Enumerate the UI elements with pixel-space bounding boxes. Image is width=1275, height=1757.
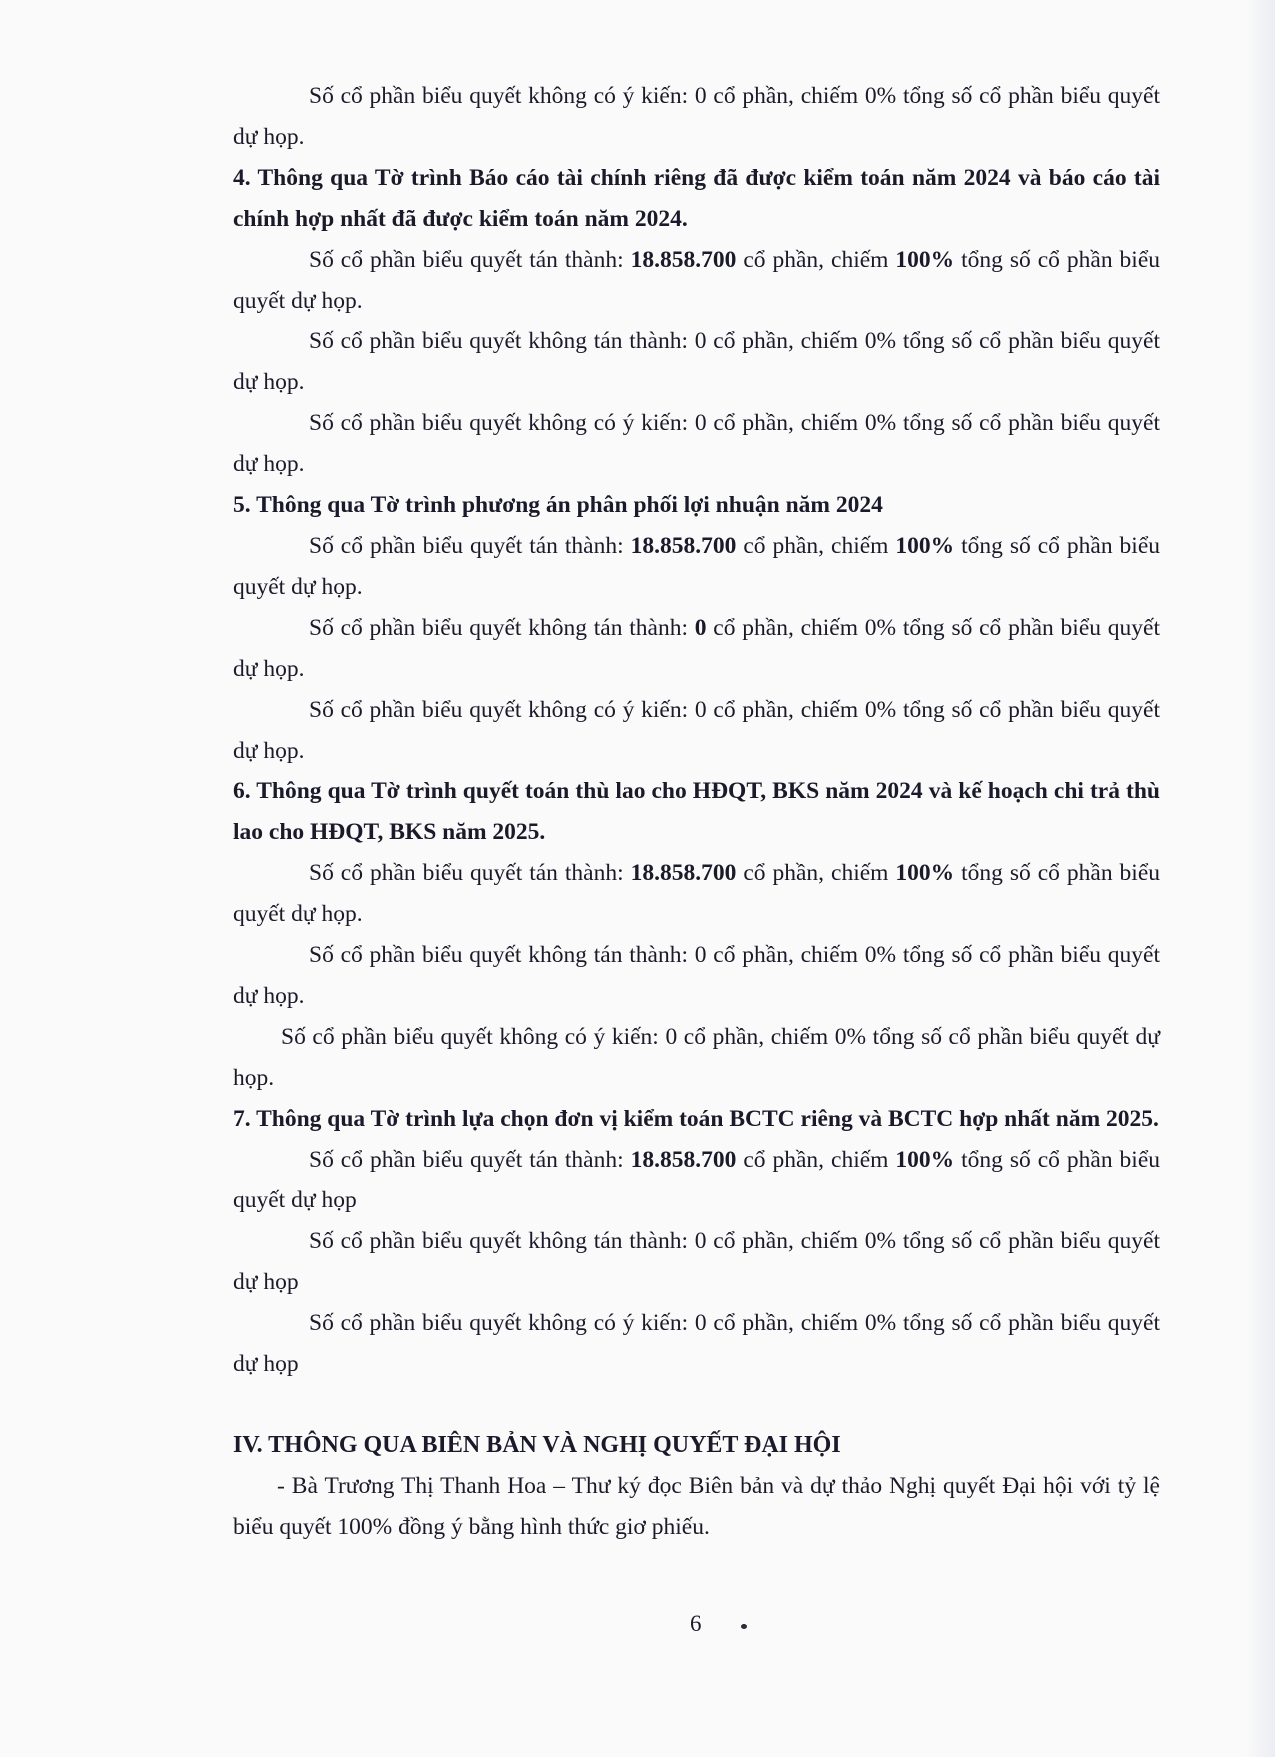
paragraph-agree-item-7 [233,1140,1160,1222]
agree-mid: cổ phần, chiếm [736,1146,896,1173]
agree-shares: 18.858.700 [623,1146,737,1173]
paragraph-disagree-item-4: Số cổ phần biểu quyết không tán thành: 0 cổ phần, chiếm 0% tổng số cổ phần biểu quyết dự họp. [233,328,1160,396]
scan-edge [1245,0,1275,1757]
scan-dot [741,1624,747,1629]
agree-percent: 100% [895,860,955,887]
agree-shares: 18.858.700 [623,860,737,887]
disagree-shares: 0 [694,614,707,641]
agree-percent: 100% [895,532,955,559]
paragraph-disagree-item-6: Số cổ phần biểu quyết không tán thành: 0 cổ phần, chiếm 0% tổng số cổ phần biểu quyết dự họp. [233,942,1160,1009]
section-heading-iv: IV. THÔNG QUA BIÊN BẢN VÀ NGHỊ QUYẾT ĐẠI HỘI [233,1432,841,1458]
agree-percent: 100% [895,1146,955,1173]
agree-shares: 18.858.700 [623,532,737,559]
heading-item-4: 4. Thông qua Tờ trình Báo cáo tài chính riêng đã được kiểm toán năm 2024 và báo cáo tài chính hợp nhất đã được kiểm toán năm 2024. [233,164,1160,232]
agree-mid: cổ phần, chiếm [736,246,896,273]
agree-percent: 100% [895,246,955,273]
document-body [233,76,1160,1548]
disagree-post: cổ phần, chiếm 0% tổng số cổ phần biểu quyết dự họp. [233,614,1160,682]
agree-shares: 18.858.700 [623,246,737,273]
paragraph-agree-item-5 [233,526,1160,608]
page-number: 6 [690,1611,702,1636]
agree-label: Số cổ phần biểu quyết tán thành: [309,532,624,559]
paragraph-noopinion-item-6: Số cổ phần biểu quyết không có ý kiến: 0 cổ phần, chiếm 0% tổng số cổ phần biểu quyết dự họp. [233,1023,1160,1091]
heading-item-7: 7. Thông qua Tờ trình lựa chọn đơn vị kiểm toán BCTC riêng và BCTC hợp nhất năm 2025. [233,1105,1159,1132]
heading-item-6: 6. Thông qua Tờ trình quyết toán thù lao cho HĐQT, BKS năm 2024 và kế hoạch chi trả thù lao cho HĐQT, BKS năm 2025. [233,778,1160,846]
section-iv-bullet: - Bà Trương Thị Thanh Hoa – Thư ký đọc Biên bản và dự thảo Nghị quyết Đại hội với tỷ lệ biểu quyết 100% đồng ý bằng hình thức giơ phiếu. [233,1472,1160,1540]
agree-mid: cổ phần, chiếm [736,532,896,559]
paragraph-noopinion-item3: Số cổ phần biểu quyết không có ý kiến: 0 cổ phần, chiếm 0% tổng số cổ phần biểu quyết dự họp. [233,83,1160,150]
paragraph-agree-item-6 [233,853,1160,935]
disagree-label: Số cổ phần biểu quyết không tán thành: [309,614,695,641]
agree-mid: cổ phần, chiếm [736,860,896,887]
paragraph-agree-item-4 [233,240,1160,322]
paragraph-noopinion-item-7: Số cổ phần biểu quyết không có ý kiến: 0 cổ phần, chiếm 0% tổng số cổ phần biểu quyết dự họp [233,1310,1160,1378]
agree-label: Số cổ phần biểu quyết tán thành: [309,246,624,273]
agree-post: tổng số cổ phần biểu quyết dự họp. [233,532,1161,600]
agree-label: Số cổ phần biểu quyết tán thành: [309,1146,624,1173]
agree-post: tổng số cổ phần biểu quyết dự họp. [233,246,1161,314]
heading-item-5: 5. Thông qua Tờ trình phương án phân phối lợi nhuận năm 2024 [233,492,883,519]
paragraph-disagree-item-7: Số cổ phần biểu quyết không tán thành: 0 cổ phần, chiếm 0% tổng số cổ phần biểu quyết dự họp [233,1228,1160,1296]
agree-post: tổng số cổ phần biểu quyết dự họp. [233,860,1161,928]
paragraph-noopinion-item-4: Số cổ phần biểu quyết không có ý kiến: 0 cổ phần, chiếm 0% tổng số cổ phần biểu quyết dự họp. [233,410,1160,478]
agree-post: tổng số cổ phần biểu quyết dự họp [233,1146,1161,1214]
paragraph-disagree-item-5 [233,608,1160,690]
paragraph-noopinion-item-5: Số cổ phần biểu quyết không có ý kiến: 0 cổ phần, chiếm 0% tổng số cổ phần biểu quyết dự họp. [233,696,1160,764]
agree-label: Số cổ phần biểu quyết tán thành: [309,860,624,887]
